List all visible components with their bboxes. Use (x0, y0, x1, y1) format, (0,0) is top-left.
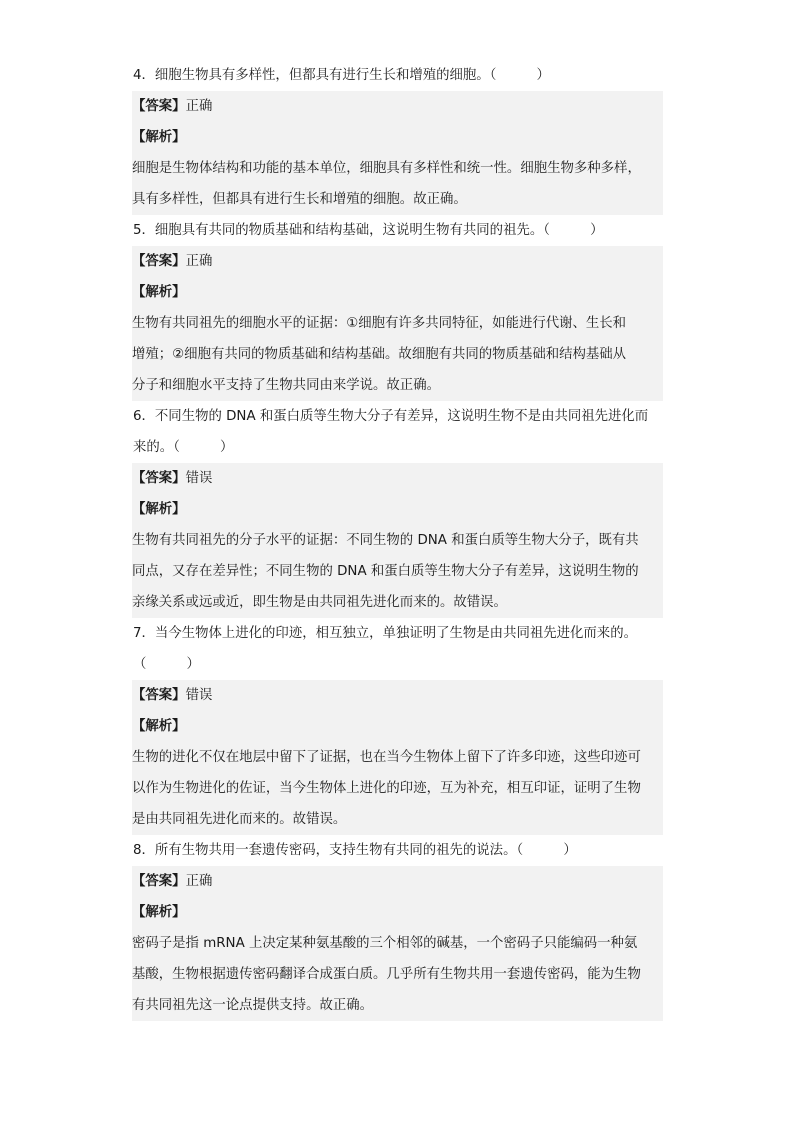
answer-value: 正确 (185, 99, 213, 114)
analysis-line: 增殖；②细胞有共同的物质基础和结构基础。故细胞有共同的物质基础和结构基础从 (132, 339, 663, 370)
analysis-tag-6: 【解析】 (132, 494, 663, 525)
answer-row-8 (132, 866, 663, 897)
analysis-line: 密码子是指 mRNA 上决定某种氨基酸的三个相邻的碱基，一个密码子只能编码一种氨 (132, 928, 663, 959)
answer-row-7 (132, 680, 663, 711)
analysis-tag-7: 【解析】 (132, 711, 663, 742)
answer-row-6 (132, 463, 663, 494)
analysis-line: 以作为生物进化的佐证，当今生物体上进化的印迹，互为补充，相互印证，证明了生物 (132, 773, 663, 804)
answer-value: 正确 (185, 254, 213, 269)
analysis-line: 生物的进化不仅在地层中留下了证据，也在当今生物体上留下了许多印迹，这些印迹可 (132, 742, 663, 773)
analysis-line: 是由共同祖先进化而来的。故错误。 (132, 804, 663, 835)
answer-row-5 (132, 246, 663, 277)
analysis-line: 具有多样性，但都具有进行生长和增殖的细胞。故正确。 (132, 184, 663, 215)
answer-tag: 【答案】 (132, 99, 186, 114)
analysis-line: 有共同祖先这一论点提供支持。故正确。 (132, 990, 663, 1021)
question-8: 8．所有生物共用一套遗传密码，支持生物有共同的祖先的说法。（ ） (133, 843, 577, 858)
question-6-cont: 来的。（ ） (133, 440, 234, 455)
answer-value: 错误 (185, 471, 213, 486)
question-7: 7．当今生物体上进化的印迹，相互独立，单独证明了生物是由共同祖先进化而来的。 (133, 626, 637, 641)
question-6: 6．不同生物的 DNA 和蛋白质等生物大分子有差异，这说明生物不是由共同祖先进化而 (133, 409, 649, 424)
answer-row-4 (132, 91, 663, 122)
question-7-cont: （ ） (133, 657, 200, 672)
analysis-line: 细胞是生物体结构和功能的基本单位，细胞具有多样性和统一性。细胞生物多种多样， (132, 153, 663, 184)
analysis-line: 分子和细胞水平支持了生物共同由来学说。故正确。 (132, 370, 663, 401)
analysis-line: 生物有共同祖先的细胞水平的证据：①细胞有许多共同特征，如能进行代谢、生长和 (132, 308, 663, 339)
answer-tag: 【答案】 (132, 254, 186, 269)
answer-value: 错误 (185, 688, 213, 703)
analysis-tag-5: 【解析】 (132, 277, 663, 308)
analysis-tag-4: 【解析】 (132, 122, 663, 153)
answer-tag: 【答案】 (132, 471, 186, 486)
analysis-line: 生物有共同祖先的分子水平的证据：不同生物的 DNA 和蛋白质等生物大分子，既有共 (132, 525, 663, 556)
answer-tag: 【答案】 (132, 688, 186, 703)
analysis-line: 同点，又存在差异性；不同生物的 DNA 和蛋白质等生物大分子有差异，这说明生物的 (132, 556, 663, 587)
answer-value: 正确 (185, 874, 213, 889)
document-body (132, 60, 663, 1021)
analysis-line: 基酸，生物根据遗传密码翻译合成蛋白质。几乎所有生物共用一套遗传密码，能为生物 (132, 959, 663, 990)
question-5: 5．细胞具有共同的物质基础和结构基础，这说明生物有共同的祖先。（ ） (133, 223, 604, 238)
answer-tag: 【答案】 (132, 874, 186, 889)
analysis-line: 亲缘关系或远或近，即生物是由共同祖先进化而来的。故错误。 (132, 587, 663, 618)
question-4: 4．细胞生物具有多样性，但都具有进行生长和增殖的细胞。（ ） (133, 68, 550, 83)
analysis-tag-8: 【解析】 (132, 897, 663, 928)
